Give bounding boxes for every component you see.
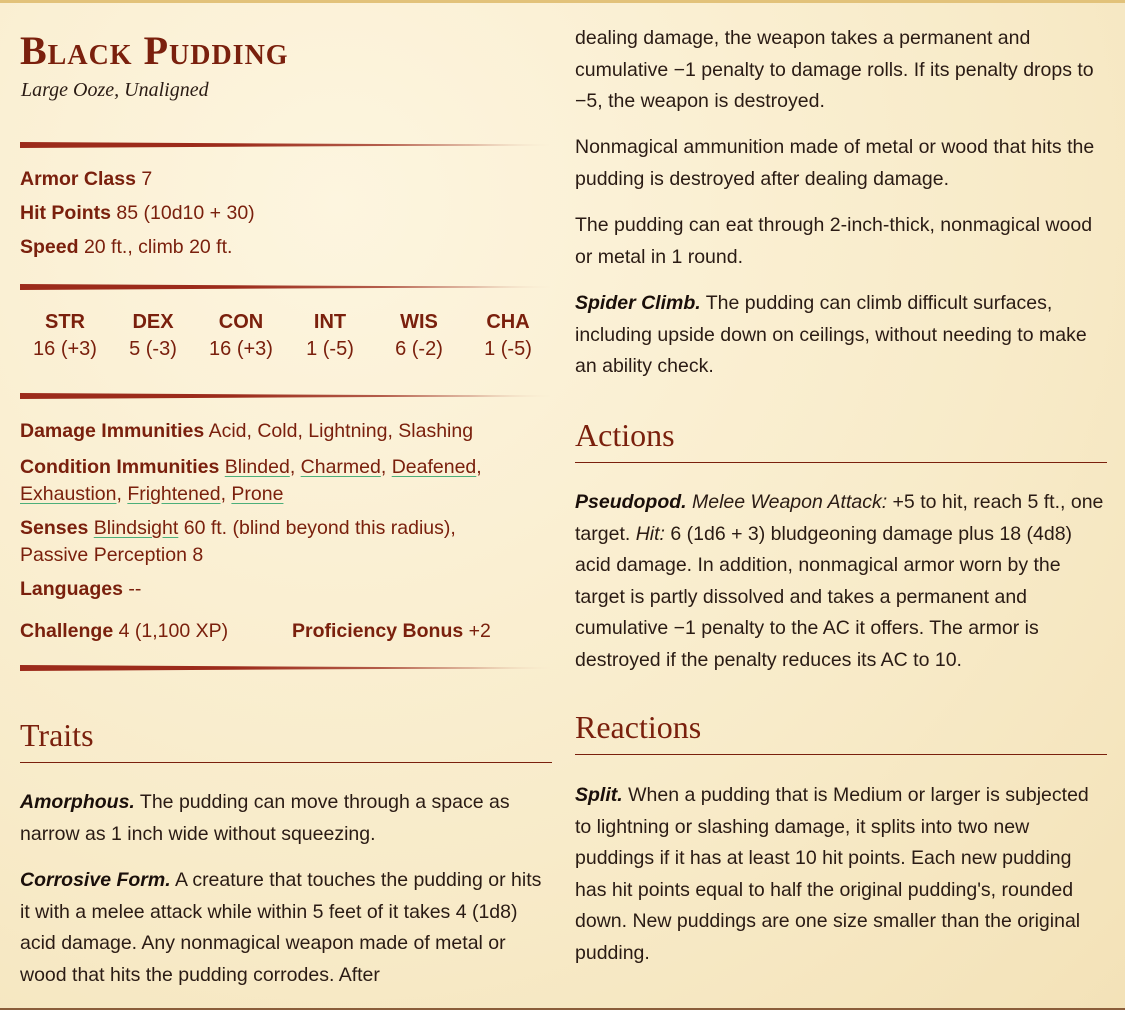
- languages: [20, 577, 141, 601]
- ability-dex: [108, 311, 198, 361]
- attack-type: Melee Weapon Attack:: [692, 491, 888, 513]
- hit-points: [20, 201, 255, 225]
- trait-text: A creature that touches the pudding or hits it with a melee attack while within 5 feet of it takes 4 (1d8) acid damage. Any nonmagical weapon made of metal or wood that hits the pudding corrodes. After: [20, 869, 542, 986]
- divider: [20, 284, 552, 290]
- actions-heading: Actions: [575, 417, 1107, 463]
- ability-score: 6 (-2): [395, 338, 443, 360]
- condition-immunities: Condition Immunities Blinded, Charmed, Deafened, Exhaustion, Frightened, Prone: [20, 456, 482, 505]
- passive-perception: Passive Perception 8: [20, 544, 204, 566]
- ability-name: CON: [218, 311, 264, 333]
- armor-class-label: Armor Class: [20, 168, 136, 190]
- trait-text: The pudding can climb difficult surfaces, including upside down on ceilings, without needing to make an ability check.: [575, 292, 1087, 377]
- armor-class-value: 7: [141, 168, 153, 190]
- trait-name: Amorphous.: [20, 791, 135, 813]
- challenge-label: Challenge: [20, 620, 114, 642]
- speed: [20, 235, 232, 259]
- action-pseudopod: [575, 487, 1107, 676]
- ability-name: CHA: [486, 311, 530, 333]
- proficiency-bonus: [292, 619, 491, 643]
- trait-corrosive-continued: dealing damage, the weapon takes a permanent and cumulative −1 penalty to damage rolls. If its penalty drops to −5, the weapon is destroyed.: [575, 27, 1094, 112]
- hit-points-value: 85 (10d10 + 30): [116, 202, 255, 224]
- condition-deafened-link[interactable]: Deafened: [391, 456, 477, 478]
- hit-points-label: Hit Points: [20, 202, 111, 224]
- challenge: [20, 619, 228, 643]
- trait-name: Corrosive Form.: [20, 869, 171, 891]
- condition-prone-link[interactable]: Prone: [231, 483, 284, 505]
- creature-subtitle: Large Ooze, Unaligned: [21, 79, 209, 101]
- senses-label: Senses: [20, 517, 89, 539]
- condition-blinded-link[interactable]: Blinded: [224, 456, 290, 478]
- ability-score: 16 (+3): [209, 338, 273, 360]
- languages-label: Languages: [20, 578, 123, 600]
- reaction-name: Split.: [575, 784, 623, 806]
- trait-ammunition: Nonmagical ammunition made of metal or wood that hits the pudding is destroyed after dealing damage.: [575, 136, 1095, 190]
- blindsight-link[interactable]: Blindsight: [93, 517, 179, 539]
- ability-score: 16 (+3): [33, 338, 97, 360]
- proficiency-bonus-value: +2: [468, 620, 491, 642]
- divider: [20, 665, 552, 671]
- trait-name: Spider Climb.: [575, 292, 701, 314]
- condition-frightened-link[interactable]: Frightened: [127, 483, 221, 505]
- languages-value: --: [128, 578, 142, 600]
- ability-score: 1 (-5): [306, 338, 354, 360]
- ability-name: DEX: [132, 311, 174, 333]
- condition-exhaustion-link[interactable]: Exhaustion: [20, 483, 117, 505]
- challenge-value: 4 (1,100 XP): [118, 620, 229, 642]
- divider: [20, 393, 552, 399]
- trait-amorphous: [20, 787, 552, 850]
- speed-value: 20 ft., climb 20 ft.: [83, 236, 233, 258]
- proficiency-bonus-label: Proficiency Bonus: [292, 620, 464, 642]
- senses-value: 60 ft. (blind beyond this radius),: [183, 517, 456, 539]
- trait-spider-climb: [575, 288, 1107, 383]
- damage-immunities-label: Damage Immunities: [20, 420, 205, 442]
- armor-class: [20, 167, 152, 191]
- trait-eat-through: The pudding can eat through 2-inch-thick, nonmagical wood or metal in 1 round.: [575, 214, 1093, 268]
- divider: [20, 142, 552, 148]
- ability-score: 1 (-5): [484, 338, 532, 360]
- creature-name: Black Pudding: [20, 28, 289, 73]
- ability-wis: [374, 311, 464, 361]
- ability-str: [20, 311, 110, 361]
- traits-heading: Traits: [20, 717, 552, 763]
- senses: [20, 515, 552, 569]
- ability-name: INT: [313, 311, 347, 333]
- attack-text: +5 to hit, reach 5 ft., one target.: [575, 491, 1104, 545]
- hit-text: 6 (1d6 + 3) bludgeoning damage plus 18 (4d8) acid damage. In addition, nonmagical armor worn by the target is partly dissolved and takes a permanent and cumulative −1 penalty to the AC it offers. The armor is destroyed if the penalty reduces its AC to 10.: [575, 522, 1073, 671]
- ability-name: WIS: [400, 311, 438, 333]
- reaction-text: When a pudding that is Medium or larger is subjected to lightning or slashing damage, it splits into two new puddings if it has at least 10 hit points. Each new pudding has hit points equal to half the original pudding's, rounded down. New puddings are one size smaller than the original pudding.: [575, 784, 1089, 964]
- action-name: Pseudopod.: [575, 491, 687, 513]
- condition-immunities-label: Condition Immunities: [20, 456, 220, 478]
- trait-corrosive-form: [20, 865, 552, 991]
- reactions-heading: Reactions: [575, 709, 1107, 755]
- ability-score: 5 (-3): [129, 338, 177, 360]
- ability-cha: [463, 311, 553, 361]
- ability-int: [285, 311, 375, 361]
- damage-immunities-value: Acid, Cold, Lightning, Slashing: [208, 420, 474, 442]
- hit-label: Hit:: [635, 522, 665, 545]
- damage-immunities: [20, 419, 473, 443]
- ability-name: STR: [45, 311, 85, 333]
- condition-charmed-link[interactable]: Charmed: [300, 456, 381, 478]
- trait-text: The pudding can move through a space as narrow as 1 inch wide without squeezing.: [20, 791, 510, 845]
- reaction-split: [575, 780, 1107, 969]
- speed-label: Speed: [20, 236, 79, 258]
- ability-con: [196, 311, 286, 361]
